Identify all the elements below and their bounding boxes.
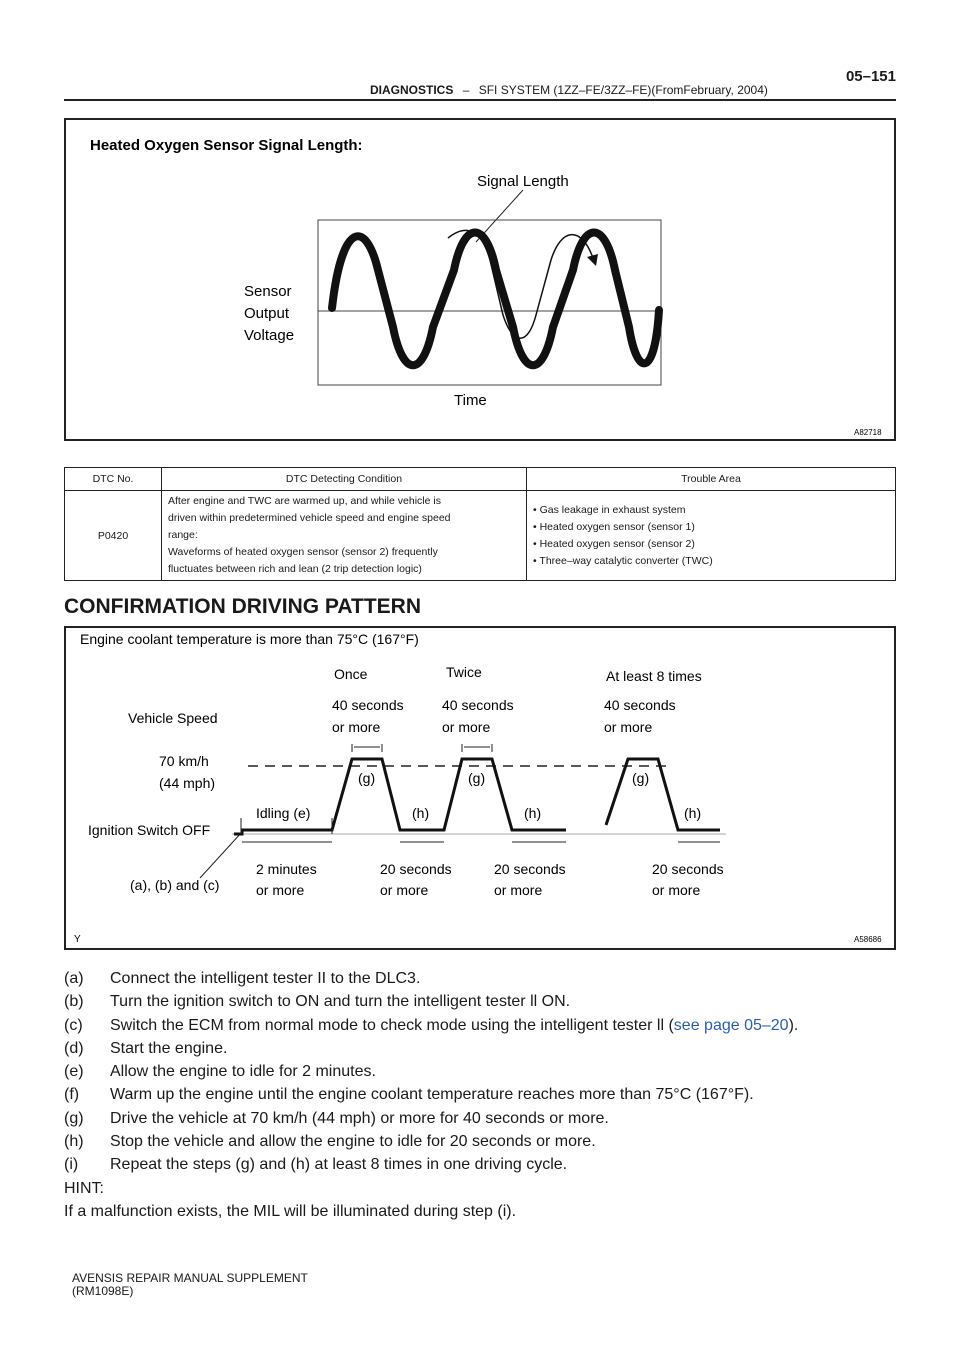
step-text: Stop the vehicle and allow the engine to idle for 20 seconds or more. [110, 1133, 596, 1151]
vehicle-speed-label: Vehicle Speed [128, 710, 218, 726]
two-min-2: or more [256, 882, 305, 898]
step-key: (e) [64, 1063, 84, 1081]
step-key: (i) [64, 1156, 79, 1174]
list-item [64, 1060, 798, 1083]
area-item: • Heated oxygen sensor (sensor 2) [533, 537, 695, 550]
drive-time-2b: or more [442, 719, 491, 735]
signal-length-label: Signal Length [477, 173, 569, 190]
signal-length-arrowhead [587, 254, 598, 266]
header-rule [64, 99, 896, 101]
drive-time-1: 40 seconds [332, 697, 404, 713]
two-min-1: 2 minutes [256, 861, 317, 877]
g-label-3: (g) [632, 770, 650, 786]
idle-time-2: 20 seconds [494, 861, 566, 877]
header-separator: – [462, 83, 470, 97]
figure-signal-length [64, 118, 896, 441]
x-label: Time [454, 392, 487, 409]
area-item: • Three–way catalytic converter (TWC) [533, 554, 713, 567]
hint-label: HINT: [64, 1179, 104, 1197]
dtc-table-header-row [65, 468, 896, 491]
page-reference-link[interactable]: see page 05–20 [673, 1016, 789, 1034]
drive-time-3: 40 seconds [604, 697, 676, 713]
step-key: (c) [64, 1016, 83, 1034]
area-item: • Gas leakage in exhaust system [533, 503, 686, 516]
footer [72, 1272, 308, 1298]
condition-line: driven within predetermined vehicle speed and engine speed [168, 512, 451, 524]
abc-label: (a), (b) and (c) [130, 877, 220, 893]
idle-time-2b: or more [494, 882, 543, 898]
procedure-steps [64, 967, 798, 1223]
condition-line: range: [168, 529, 198, 541]
idle-time-3: 20 seconds [652, 861, 724, 877]
dtc-table [64, 467, 896, 581]
figure2-id: A58686 [854, 935, 882, 944]
idle-time-1: 20 seconds [380, 861, 452, 877]
g-label-1: (g) [358, 770, 376, 786]
drive-time-1b: or more [332, 719, 381, 735]
header-title: SFI SYSTEM (1ZZ–FE/3ZZ–FE)(FromFebruary, 2004) [478, 83, 768, 97]
col-condition: DTC Detecting Condition [162, 468, 527, 491]
step-text: Start the engine. [110, 1039, 228, 1057]
speed-trace-1 [234, 759, 566, 834]
section-title: CONFIRMATION DRIVING PATTERN [64, 595, 421, 618]
step-text: Turn the ignition switch to ON and turn the intelligent tester ll ON. [110, 993, 571, 1011]
hint-text: If a malfunction exists, the MIL will be illuminated during step (i). [64, 1202, 517, 1220]
step-text: Drive the vehicle at 70 km/h (44 mph) or more for 40 seconds or more. [110, 1109, 609, 1127]
h-label-3: (h) [684, 805, 702, 821]
y-label-line2: Output [244, 305, 290, 322]
speed-trace-2 [606, 759, 720, 830]
condition-line: Waveforms of heated oxygen sensor (sensor 2) frequently [168, 546, 438, 558]
step-key: (a) [64, 970, 84, 987]
figure1-title: Heated Oxygen Sensor Signal Length: [90, 137, 363, 154]
idle-time-1b: or more [380, 882, 429, 898]
dtc-code: P0420 [65, 491, 162, 581]
step-key: (b) [64, 993, 84, 1011]
h-label-2: (h) [524, 805, 542, 821]
list-item [64, 990, 798, 1013]
list-item [64, 1014, 798, 1037]
col-dtc-no: DTC No. [65, 468, 162, 491]
dtc-condition [162, 491, 527, 581]
header-section: DIAGNOSTICS [370, 83, 454, 97]
step-text: Repeat the steps (g) and (h) at least 8 times in one driving cycle. [110, 1156, 568, 1174]
h-label-1: (h) [412, 805, 430, 821]
driving-pattern-diagram [66, 628, 894, 948]
once-label: Once [334, 666, 368, 682]
abc-leader [200, 832, 242, 878]
drive-time-3b: or more [604, 719, 653, 735]
list-item [64, 1083, 798, 1106]
speed-kmh: 70 km/h [159, 753, 209, 769]
step-key: (f) [64, 1086, 80, 1104]
condition-line: After engine and TWC are warmed up, and while vehicle is [168, 495, 441, 507]
step-text: Warm up the engine until the engine coolant temperature reaches more than 75°C (167°F). [110, 1086, 754, 1104]
step-text: Allow the engine to idle for 2 minutes. [110, 1063, 376, 1081]
step-text-tail: ). [788, 1016, 799, 1034]
dtc-trouble-area [527, 491, 896, 581]
twice-label: Twice [446, 664, 482, 680]
running-header [370, 83, 768, 97]
figure1-id: A82718 [854, 428, 882, 437]
drive-time-2: 40 seconds [442, 697, 514, 713]
step-key: (d) [64, 1039, 84, 1057]
signal-length-diagram [66, 120, 894, 439]
figure-driving-pattern [64, 626, 896, 950]
step-key: (g) [64, 1109, 84, 1127]
y-label-line1: Sensor [244, 283, 292, 300]
footer-manual-code: (RM1098E) [72, 1284, 134, 1298]
figure2-title: Engine coolant temperature is more than 75°C (167°F) [80, 631, 419, 647]
list-item [64, 1153, 798, 1176]
footer-manual-title: AVENSIS REPAIR MANUAL SUPPLEMENT [72, 1271, 308, 1285]
corner-mark: Y [74, 934, 81, 945]
step-key: (h) [64, 1133, 84, 1151]
table-row [65, 491, 896, 581]
g-label-2: (g) [468, 770, 486, 786]
ignition-off-label: Ignition Switch OFF [88, 822, 211, 838]
list-item [64, 1130, 798, 1153]
area-item: • Heated oxygen sensor (sensor 1) [533, 520, 695, 533]
condition-line: fluctuates between rich and lean (2 trip detection logic) [168, 563, 422, 575]
idling-label: Idling (e) [256, 805, 311, 821]
list-item [64, 1037, 798, 1060]
at-least-label: At least 8 times [606, 668, 702, 684]
page-number: 05–151 [845, 68, 896, 85]
list-item [64, 967, 798, 990]
col-trouble-area: Trouble Area [527, 468, 896, 491]
sensor-waveform [332, 233, 659, 366]
step-text: Connect the intelligent tester II to the DLC3. [110, 970, 421, 987]
y-label-line3: Voltage [244, 327, 295, 344]
list-item [64, 1107, 798, 1130]
speed-mph: (44 mph) [159, 775, 216, 791]
step-text: Switch the ECM from normal mode to check mode using the intelligent tester ll ( [110, 1016, 674, 1034]
idle-time-3b: or more [652, 882, 701, 898]
